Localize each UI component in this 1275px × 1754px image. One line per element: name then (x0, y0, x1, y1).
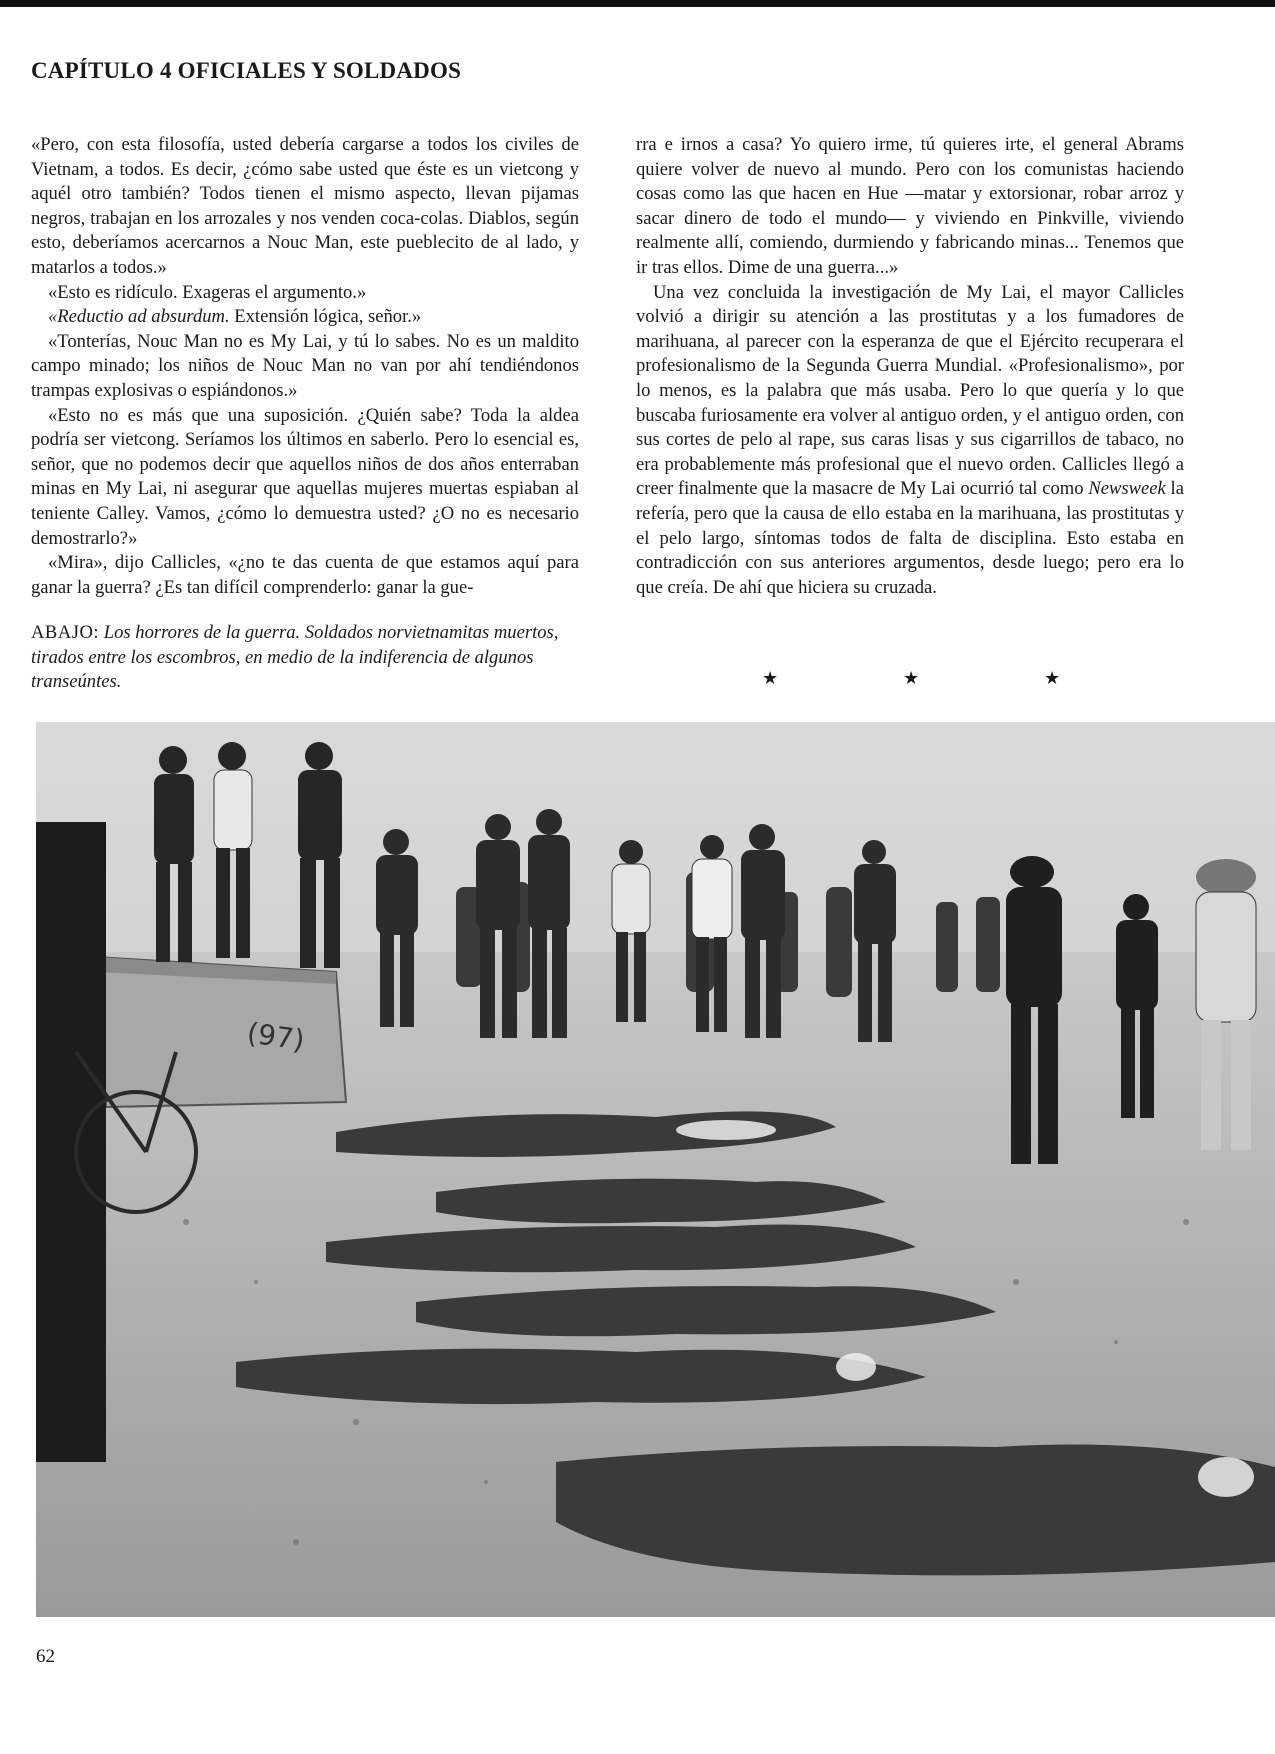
photo-caption (31, 621, 579, 695)
paragraph: «Esto es ridículo. Exageras el argumento.» (48, 281, 367, 303)
star-icon: ★ (762, 668, 779, 689)
paragraph: «Mira», dijo Callicles, «¿no te das cuenta de que estamos aquí para ganar la guerra? ¿Es tan difícil comprenderlo: ganar la gue- (31, 552, 579, 598)
magazine-title: Newsweek (1088, 478, 1166, 500)
top-rule (0, 0, 1275, 7)
paragraph: «Pero, con esta filosofía, usted debería cargarse a todos los civiles de Vietnam, a todos. Es decir, ¿cómo sabe usted que éste es un vietcong y aquél otro también? Todos tienen el mismo aspecto, llevan pijamas negros, trabajan en los arrozales y nos venden coca-colas. Diablos, según esto, deberíamos acercarnos a Nouc Man, este pueblecito de al lado, y matarlos a todos.» (31, 134, 579, 278)
latin-phrase: «Reductio ad absurdum. (48, 306, 230, 328)
war-photograph (36, 722, 1275, 1617)
concrete-block (96, 957, 346, 1107)
paragraph: «Tonterías, Nouc Man no es My Lai, y tú lo sabes. No es un maldito campo minado; los niños de Nouc Man no van por ahí tendiéndonos trampas explosivas o espiándonos.» (31, 330, 579, 401)
wall-marking: (97) (245, 1016, 307, 1057)
chapter-title: CAPÍTULO 4 OFICIALES Y SOLDADOS (31, 58, 462, 83)
paragraph: Una vez concluida la investigación de My Lai, el mayor Callicles volvió a dirigir su atención a las prostitutas y a los fumadores de marihuana, al parecer con la esperanza de que el Ejército recuperara el profesionalismo de la Segunda Guerra Mundial. «Profesionalismo», por lo menos, es la palabra que más usaba. Pero lo que quería y lo que buscaba furiosamente era volver al antiguo orden, y el antiguo orden, con sus cortes de pelo al rape, sus caras lisas y sus cigarrillos de tabaco, no era probablemente más profesional que el nuevo orden. Callicles llegó a creer finalmente que la masacre de My Lai ocurrió tal como Newsweek la refería, pero que la causa de ello estaba en la marihuana, las prostitutas y el pelo largo, síntomas todos de falta de disciplina. Esto estaba en contradicción con sus anteriores argumentos, desde luego; pero era lo que creía. De ahí que hiciera su cruzada. (636, 281, 1184, 598)
section-break (636, 668, 1184, 692)
caption-text: Los horrores de la guerra. Soldados norvietnamitas muertos, tirados entre los escombros, en medio de la indiferencia de algunos transeúntes. (31, 622, 559, 693)
right-column (636, 133, 1184, 600)
caption-lead: ABAJO: (31, 622, 100, 643)
star-icon: ★ (1044, 668, 1061, 689)
paragraph: «Reductio ad absurdum. Extensión lógica, señor.» (48, 306, 422, 328)
left-column (31, 133, 579, 600)
star-icon: ★ (903, 668, 920, 689)
paragraph: rra e irnos a casa? Yo quiero irme, tú quieres irte, el general Abrams quiere volver de nuevo al mundo. Pero con los comunistas haciendo cosas como las que hacen en Hue —matar y extorsionar, robar arroz y sacar dinero de todo el mundo— y viviendo en Pinkville, viviendo realmente allí, comiendo, durmiendo y fabricando minas... Tenemos que ir tras ellos. Dime de una guerra...» (636, 134, 1184, 278)
page-number: 62 (36, 1646, 55, 1667)
paragraph: «Esto no es más que una suposición. ¿Quién sabe? Toda la aldea podría ser vietcong. Seríamos los últimos en saberlo. Pero lo esencial es, señor, que no podemos decir que aquellos niños de dos años enterraban minas en My Lai, ni asegurar que aquellas mujeres muertas espiaban al teniente Calley. Vamos, ¿cómo lo demuestra usted? ¿O no es necesario demostrarlo?» (31, 404, 579, 549)
